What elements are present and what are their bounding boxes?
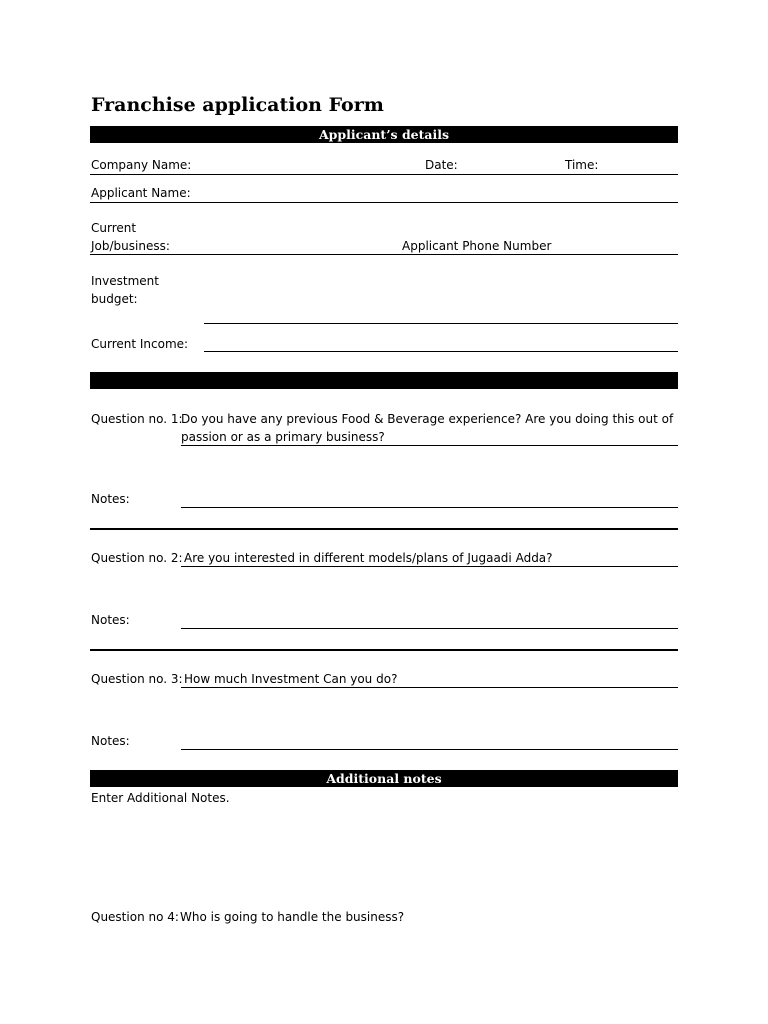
question-2-notes-label: Notes: <box>91 613 130 627</box>
question-3-notes-field[interactable] <box>181 749 678 750</box>
current-income-field[interactable] <box>204 351 678 352</box>
current-job-label-line1: Current <box>91 221 137 235</box>
question-1-notes-field[interactable] <box>181 507 678 508</box>
question-3-notes-label: Notes: <box>91 734 130 748</box>
question-3-label: Question no. 3: <box>91 672 183 686</box>
company-name-field[interactable] <box>90 174 678 175</box>
question-4-label: Question no 4: <box>91 910 179 924</box>
question-4-text: Who is going to handle the business? <box>180 910 405 924</box>
investment-budget-field[interactable] <box>204 323 678 324</box>
applicant-details-header <box>90 126 678 143</box>
additional-notes-header <box>90 770 678 787</box>
current-job-field[interactable] <box>90 254 678 255</box>
question-1-notes-label: Notes: <box>91 492 130 506</box>
question-2-label: Question no. 2: <box>91 551 183 565</box>
question-1-underline <box>181 445 678 446</box>
question-1-label: Question no. 1: <box>91 412 183 426</box>
current-job-label-line2: Job/business: <box>91 239 170 253</box>
question-2-text: Are you interested in different models/plans of Jugaadi Adda? <box>184 551 553 565</box>
applicant-name-label: Applicant Name: <box>91 186 191 200</box>
section-divider-bar <box>90 372 678 389</box>
additional-notes-input[interactable]: Enter Additional Notes. <box>91 791 230 805</box>
question-1-text-line1: Do you have any previous Food & Beverage experience? Are you doing this out of <box>181 412 674 426</box>
company-name-label: Company Name: <box>91 158 192 172</box>
applicant-name-field[interactable] <box>90 202 678 203</box>
question-1-separator <box>90 528 678 530</box>
question-1-text-line2: passion or as a primary business? <box>181 430 385 444</box>
question-2-separator <box>90 649 678 651</box>
investment-label-line1: Investment <box>91 274 159 288</box>
question-3-underline <box>181 687 678 688</box>
current-income-label: Current Income: <box>91 337 189 351</box>
question-3-text: How much Investment Can you do? <box>184 672 398 686</box>
time-label: Time: <box>565 158 599 172</box>
question-2-underline <box>181 566 678 567</box>
investment-label-line2: budget: <box>91 292 138 306</box>
phone-number-label: Applicant Phone Number <box>402 239 552 253</box>
applicant-details-header-text: Applicant’s details <box>318 127 450 142</box>
additional-notes-header-text: Additional notes <box>326 771 442 786</box>
form-title: Franchise application Form <box>91 94 384 116</box>
date-label: Date: <box>425 158 458 172</box>
question-2-notes-field[interactable] <box>181 628 678 629</box>
